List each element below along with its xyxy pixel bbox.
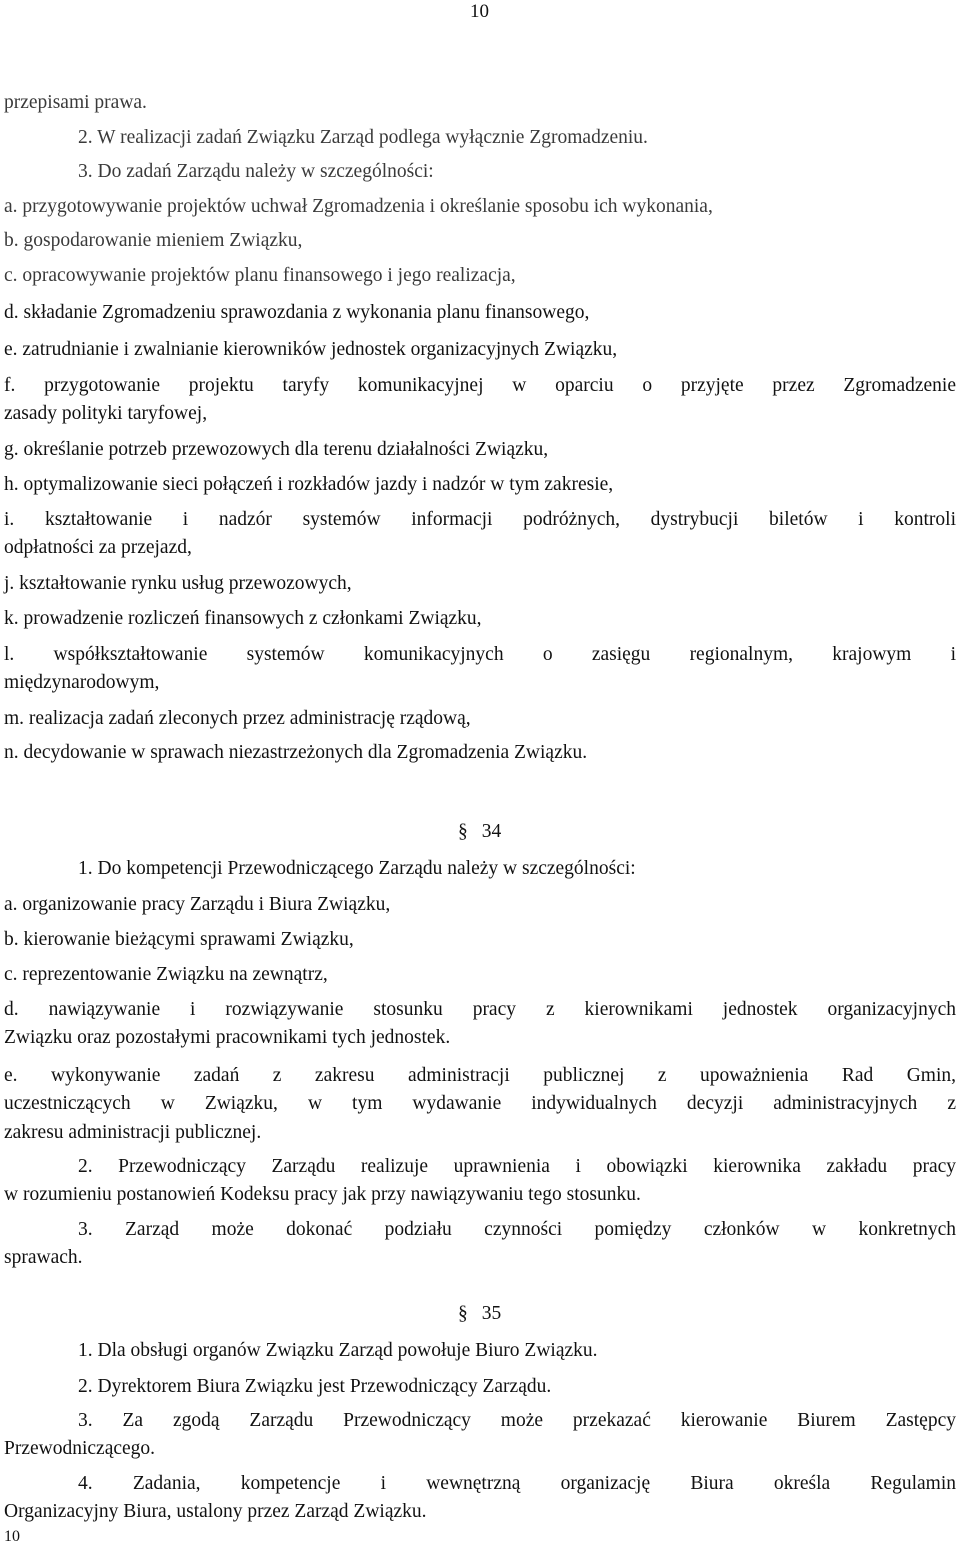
list-item: l. współkształtowanie systemów komunikacyjnych o zasięgu regionalnym, krajowym i [4,644,956,665]
paragraph: 2. Przewodniczący Zarządu realizuje uprawnienia i obowiązki kierownika zakładu pracy [78,1156,956,1177]
paragraph: 1. Dla obsługi organów Związku Zarząd powołuje Biuro Związku. [78,1340,598,1361]
section-heading-34 [458,820,501,844]
list-item: e. wykonywanie zadań z zakresu administracji publicznej z upoważnienia Rad Gmin, [4,1065,956,1086]
text-line: przepisami prawa. [4,92,147,113]
list-item: g. określanie potrzeb przewozowych dla terenu działalności Związku, [4,439,549,460]
list-item: e. zatrudnianie i zwalnianie kierowników jednostek organizacyjnych Związku, [4,339,618,360]
list-item-continuation: odpłatności za przejazd, [4,537,192,558]
section-number: 35 [481,1303,502,1324]
list-item-continuation: międzynarodowym, [4,672,160,693]
list-item: b. kierowanie bieżącymi sprawami Związku, [4,929,354,950]
section-number: 34 [481,821,502,842]
page-number-top: 10 [470,1,489,22]
paragraph: 4. Zadania, kompetencje i wewnętrzną organizację Biura określa Regulamin [78,1473,956,1494]
section-sign: § [458,1303,468,1324]
list-item: j. kształtowanie rynku usług przewozowych, [4,573,352,594]
list-item: d. nawiązywanie i rozwiązywanie stosunku pracy z kierownikami jednostek organizacyjnych [4,999,956,1020]
list-item: a. przygotowywanie projektów uchwał Zgromadzenia i określanie sposobu ich wykonania, [4,196,713,217]
list-item-continuation: zasady polityki taryfowej, [4,403,208,424]
list-item: i. kształtowanie i nadzór systemów informacji podróżnych, dystrybucji biletów i kontroli [4,509,956,530]
paragraph: 3. Zarząd może dokonać podziału czynności pomiędzy członków w konkretnych [78,1219,956,1240]
list-item-continuation: zakresu administracji publicznej. [4,1122,262,1143]
paragraph-continuation: sprawach. [4,1247,83,1268]
text-line: 3. Do zadań Zarządu należy w szczególności: [78,161,434,182]
list-item: m. realizacja zadań zleconych przez administrację rządową, [4,708,471,729]
list-item: a. organizowanie pracy Zarządu i Biura Związku, [4,894,391,915]
list-item-continuation: Związku oraz pozostałymi pracownikami tych jednostek. [4,1027,451,1048]
list-item: d. składanie Zgromadzeniu sprawozdania z wykonania planu finansowego, [4,302,590,323]
paragraph-continuation: w rozumieniu postanowień Kodeksu pracy jak przy nawiązywaniu tego stosunku. [4,1184,641,1205]
list-item-continuation: uczestniczących w Związku, w tym wydawanie indywidualnych decyzji administracyjnych z [4,1093,956,1114]
list-item: f. przygotowanie projektu taryfy komunikacyjnej w oparciu o przyjęte przez Zgromadzenie [4,375,956,396]
list-item: k. prowadzenie rozliczeń finansowych z członkami Związku, [4,608,482,629]
list-item: n. decydowanie w sprawach niezastrzeżonych dla Zgromadzenia Związku. [4,742,588,763]
paragraph: 3. Za zgodą Zarządu Przewodniczący może przekazać kierowanie Biurem Zastępcy [78,1410,956,1431]
paragraph: 2. Dyrektorem Biura Związku jest Przewodniczący Zarządu. [78,1376,552,1397]
paragraph-continuation: Przewodniczącego. [4,1438,156,1459]
list-item: b. gospodarowanie mieniem Związku, [4,230,303,251]
page-number-bottom: 10 [4,1528,20,1545]
list-item: c. reprezentowanie Związku na zewnątrz, [4,964,328,985]
paragraph: 1. Do kompetencji Przewodniczącego Zarządu należy w szczególności: [78,858,636,879]
text-line: 2. W realizacji zadań Związku Zarząd podlega wyłącznie Zgromadzeniu. [78,127,648,148]
section-sign: § [458,821,468,842]
list-item: h. optymalizowanie sieci połączeń i rozkładów jazdy i nadzór w tym zakresie, [4,474,614,495]
list-item: c. opracowywanie projektów planu finansowego i jego realizacja, [4,265,516,286]
section-heading-35 [458,1302,501,1326]
paragraph-continuation: Organizacyjny Biura, ustalony przez Zarząd Związku. [4,1501,427,1522]
